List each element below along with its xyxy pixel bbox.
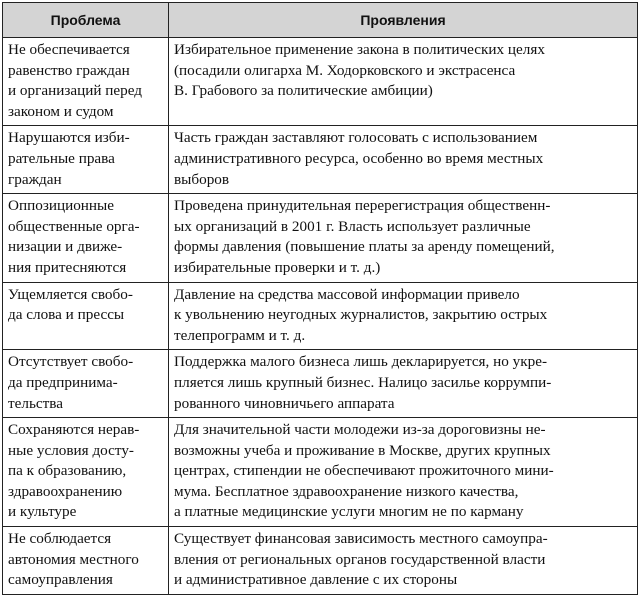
manifestation-cell: Часть граждан заставляют голосовать с использованием административного ресурса, особенно во время местных выборов xyxy=(169,126,638,194)
manifestation-cell: Для значительной части молодежи из-за дороговизны не- возможны учеба и проживание в Москве, других крупных центрах, стипендии не обеспечивают прожиточного мини- мума. Бесплатное здравоохранение низкого качества, а платные медицинские услуги многим не по карману xyxy=(169,418,638,527)
table-row xyxy=(3,38,638,126)
problem-cell: Оппозиционные общественные орга- низации и движе- ния притесняются xyxy=(3,194,169,282)
manifestation-cell: Проведена принудительная перерегистрация общественн- ых организаций в 2001 г. Власть использует различные формы давления (повышение платы за аренду помещений, избирательные проверки и т. д.) xyxy=(169,194,638,282)
problem-cell: Ущемляется свобо- да слова и прессы xyxy=(3,282,169,350)
header-row xyxy=(3,3,638,38)
problem-cell: Нарушаются изби- рательные права граждан xyxy=(3,126,169,194)
table-row xyxy=(3,418,638,527)
manifestation-cell: Поддержка малого бизнеса лишь декларируется, но укре- пляется лишь крупный бизнес. Налицо засилье коррумпи- рованного чиновничьего аппарата xyxy=(169,350,638,418)
manifestation-cell: Давление на средства массовой информации привело к увольнению неугодных журналистов, закрытию острых телепрограмм и т. д. xyxy=(169,282,638,350)
problem-cell: Не обеспечивается равенство граждан и организаций перед законом и судом xyxy=(3,38,169,126)
problem-cell: Не соблюдается автономия местного самоуправления xyxy=(3,527,169,595)
table-row xyxy=(3,527,638,595)
table-row xyxy=(3,282,638,350)
problem-cell: Отсутствует свобо- да предпринима- тельства xyxy=(3,350,169,418)
header-problem: Проблема xyxy=(3,3,169,38)
problems-table xyxy=(2,2,638,595)
manifestation-cell: Избирательное применение закона в политических целях (посадили олигарха М. Ходорковского и экстрасенса В. Грабового за политические амбиции) xyxy=(169,38,638,126)
problem-cell: Сохраняются нерав- ные условия досту- па к образованию, здравоохранению и культуре xyxy=(3,418,169,527)
table-row xyxy=(3,194,638,282)
manifestation-cell: Существует финансовая зависимость местного самоупра- вления от региональных органов государственной власти и административное давление с их стороны xyxy=(169,527,638,595)
table-row xyxy=(3,126,638,194)
header-manifestations: Проявления xyxy=(169,3,638,38)
table-row xyxy=(3,350,638,418)
